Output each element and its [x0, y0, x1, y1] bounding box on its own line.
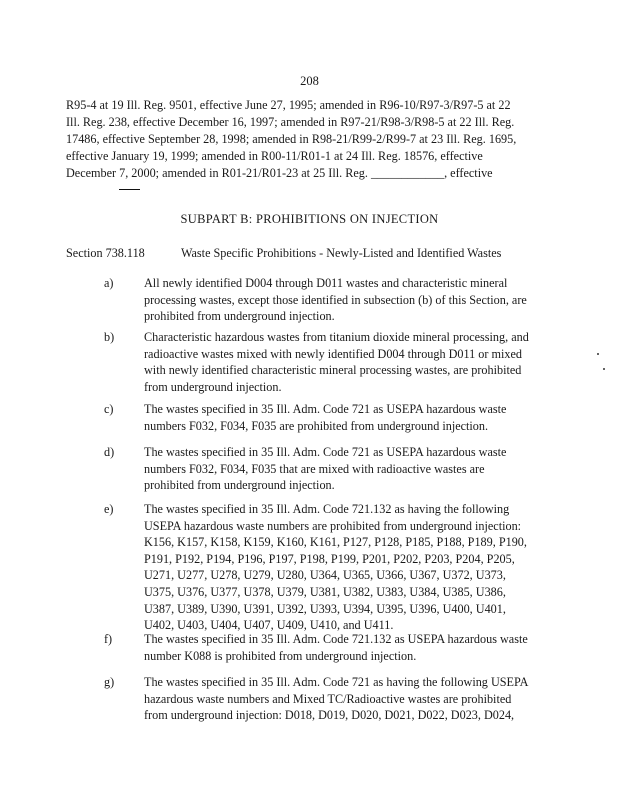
- text-line: radioactive wastes mixed with newly identified D004 through D011 or mixed: [144, 346, 522, 361]
- text-line: USEPA hazardous waste numbers are prohibited from underground injection:: [144, 518, 522, 533]
- text-line: The wastes specified in 35 Ill. Adm. Code 721.132 as USEPA hazardous waste: [144, 632, 528, 646]
- subsection-label: c): [104, 402, 114, 416]
- subsection-label: d): [104, 445, 115, 459]
- text-line: from underground injection.: [144, 379, 282, 394]
- text-line: with newly identified characteristic mineral processing wastes, are prohibited: [144, 363, 522, 378]
- subsection-label: g): [104, 675, 115, 689]
- text-line: number K088 is prohibited from underground injection.: [144, 648, 417, 663]
- subsection-text: [144, 674, 554, 724]
- text-line: P191, P192, P194, P196, P197, P198, P199, P201, P202, P203, P204, P205,: [144, 551, 515, 566]
- history-line: effective January 19, 1999; amended in R00-11/R01-1 at 24 Ill. Reg. 18576, effective: [66, 149, 483, 163]
- text-line: prohibited from underground injection.: [144, 478, 335, 493]
- text-line: K156, K157, K158, K159, K160, K161, P127, P128, P185, P188, P189, P190,: [144, 535, 527, 550]
- section-number: Section 738.118: [66, 246, 145, 260]
- text-line: All newly identified D004 through D011 wastes and characteristic mineral: [144, 276, 508, 290]
- subsection-text: [144, 401, 554, 434]
- text-line: numbers F032, F034, F035 are prohibited from underground injection.: [144, 418, 489, 433]
- text-line: U375, U376, U377, U378, U379, U381, U382, U383, U384, U385, U386,: [144, 584, 506, 599]
- section-title: Waste Specific Prohibitions - Newly-Listed and Identified Wastes: [181, 246, 502, 260]
- subsection-label: e): [104, 502, 114, 516]
- history-line: 17486, effective September 28, 1998; amended in R98-21/R99-2/R99-7 at 23 Ill. Reg. 1695,: [66, 132, 517, 146]
- text-line: prohibited from underground injection.: [144, 309, 335, 324]
- text-line: The wastes specified in 35 Ill. Adm. Code 721.132 as having the following: [144, 502, 510, 516]
- history-line: Ill. Reg. 238, effective December 16, 1997; amended in R97-21/R98-3/R98-5 at 22 Ill. Reg.: [66, 115, 515, 129]
- text-line: The wastes specified in 35 Ill. Adm. Code 721 as having the following USEPA: [144, 675, 529, 689]
- history-line: R95-4 at 19 Ill. Reg. 9501, effective June 27, 1995; amended in R96-10/R97-3/R97-5 at 22: [66, 98, 511, 112]
- text-line: Characteristic hazardous wastes from titanium dioxide mineral processing, and: [144, 330, 529, 344]
- text-line: The wastes specified in 35 Ill. Adm. Code 721 as USEPA hazardous waste: [144, 402, 507, 416]
- subpart-heading: SUBPART B: PROHIBITIONS ON INJECTION: [180, 212, 439, 226]
- text-line: U387, U389, U390, U391, U392, U393, U394, U395, U396, U400, U401,: [144, 601, 506, 616]
- separator-rule: [119, 189, 140, 190]
- text-line: U402, U403, U404, U407, U409, U410, and U411.: [144, 618, 394, 633]
- text-line: hazardous waste numbers and Mixed TC/Radioactive wastes are prohibited: [144, 691, 512, 706]
- text-line: U271, U277, U278, U279, U280, U364, U365, U366, U367, U372, U373,: [144, 568, 506, 583]
- scan-speck: [597, 353, 599, 355]
- text-line: from underground injection: D018, D019, D020, D021, D022, D023, D024,: [144, 708, 515, 723]
- subsection-text: [144, 501, 554, 634]
- subsection-label: f): [104, 632, 113, 646]
- scan-speck: [603, 368, 605, 370]
- text-line: numbers F032, F034, F035 that are mixed with radioactive wastes are: [144, 461, 485, 476]
- subsection-text: [144, 444, 554, 494]
- source-history-note: [66, 97, 556, 182]
- subsection-text: [144, 275, 554, 325]
- text-line: processing wastes, except those identified in subsection (b) of this Section, are: [144, 292, 527, 307]
- subsection-text: [144, 329, 554, 395]
- text-line: The wastes specified in 35 Ill. Adm. Code 721 as USEPA hazardous waste: [144, 445, 507, 459]
- subsection-label: b): [104, 330, 115, 344]
- page-number: 208: [300, 74, 319, 88]
- history-line: December 7, 2000; amended in R01-21/R01-23 at 25 Ill. Reg. ____________, effective: [66, 166, 493, 180]
- subsection-label: a): [104, 276, 114, 290]
- subsection-text: [144, 631, 554, 664]
